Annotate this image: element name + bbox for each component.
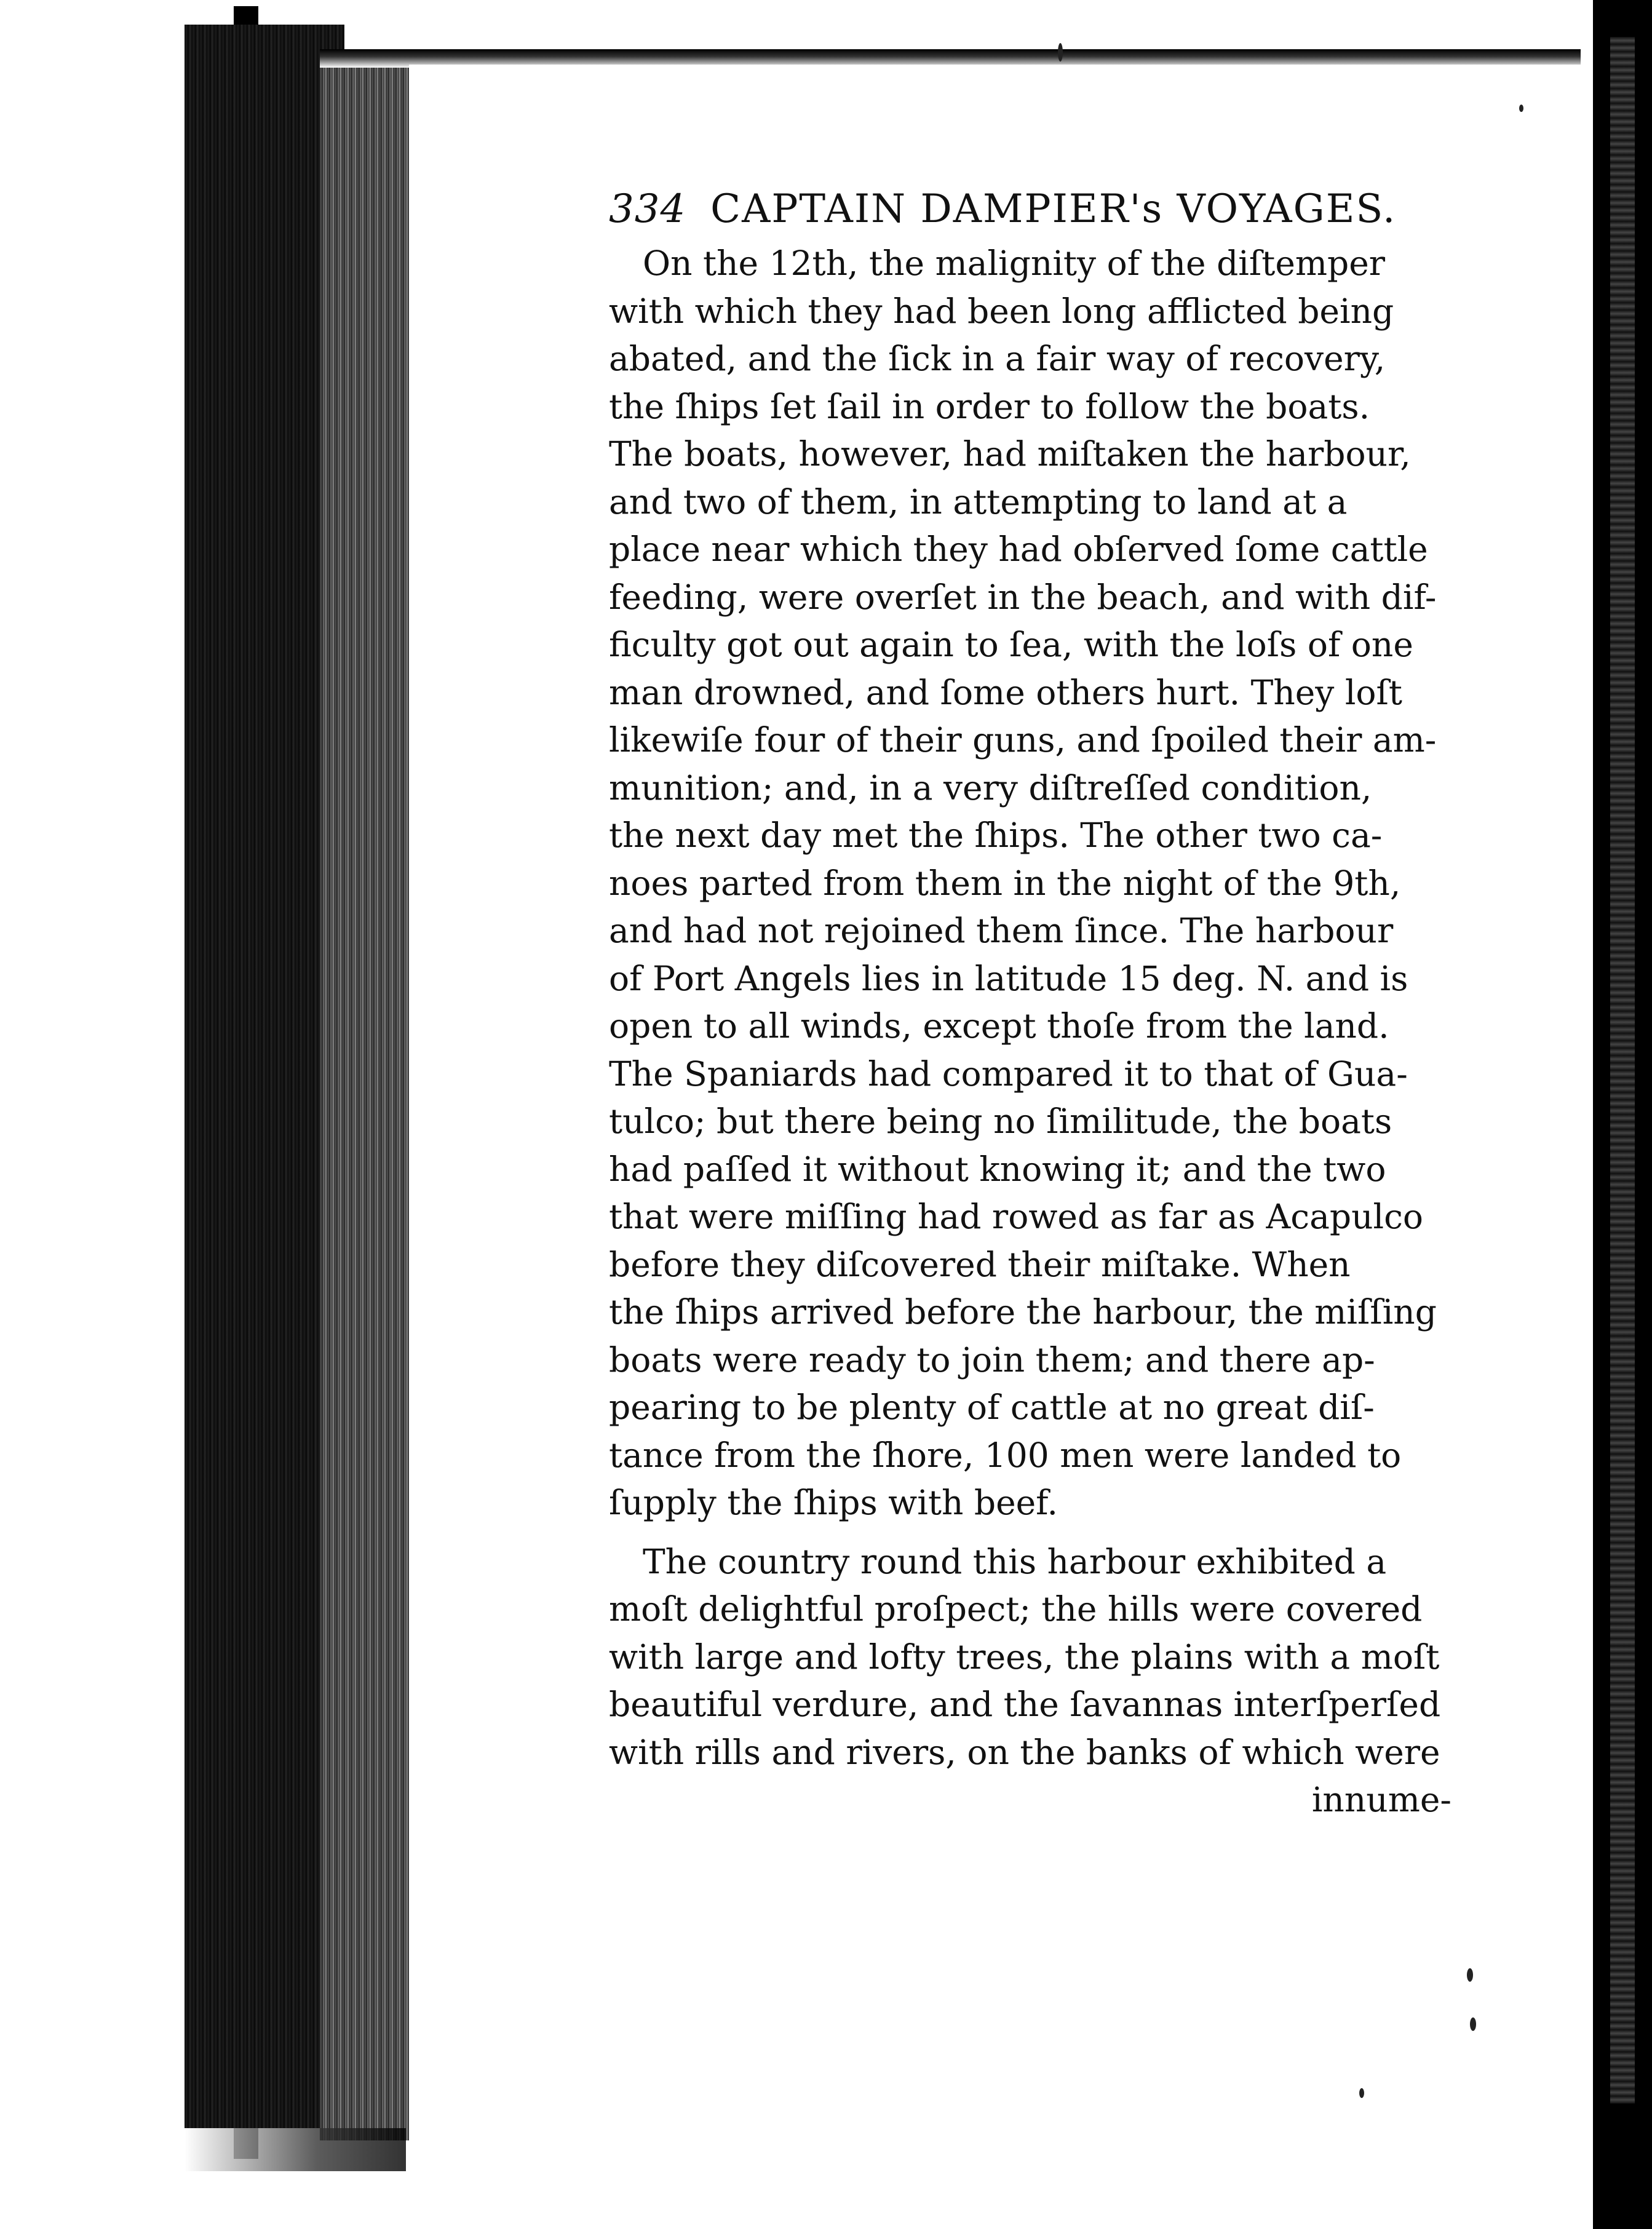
text-line: that were miſſing had rowed as far as Acapulco	[609, 1197, 1424, 1236]
text-block	[609, 185, 1470, 1824]
ink-speck	[1058, 43, 1063, 62]
page-edges	[320, 62, 409, 2140]
text-line: boats were ready to join them; and there ap-	[609, 1340, 1375, 1380]
page-number: 334	[609, 186, 686, 232]
text-line: abated, and the ſick in a fair way of recovery,	[609, 339, 1386, 378]
text-line: with large and lofty trees, the plains with a moſt	[609, 1637, 1440, 1677]
text-line: the ſhips ſet ſail in order to follow the boats.	[609, 386, 1370, 426]
text-line: with rills and rivers, on the banks of which were	[609, 1732, 1440, 1772]
text-line: beautiful verdure, and the ſavannas interſperſed	[609, 1685, 1441, 1724]
text-line: noes parted from them in the night of the 9th,	[609, 863, 1401, 903]
text-line: ficulty got out again to ſea, with the loſs of one	[609, 625, 1413, 664]
text-line: open to all winds, except thoſe from the land.	[609, 1006, 1389, 1046]
text-line: tance from the ſhore, 100 men were landed to	[609, 1435, 1402, 1475]
paragraph	[609, 240, 1470, 1527]
body-text	[609, 240, 1470, 1824]
text-line: The Spaniards had compared it to that of Gua-	[609, 1054, 1408, 1094]
text-line: the ſhips arrived before the harbour, the miſſing	[609, 1292, 1437, 1332]
text-line: ſupply the ſhips with beef.	[609, 1483, 1058, 1522]
text-line: place near which they had obſerved ſome cattle	[609, 530, 1428, 569]
text-line: The country round this harbour exhibited a	[643, 1541, 1387, 1581]
facing-page-strip	[1610, 37, 1635, 2104]
catchword-block	[609, 1776, 1470, 1824]
text-line: of Port Angels lies in latitude 15 deg. N. and is	[609, 958, 1408, 998]
paragraph	[609, 1538, 1470, 1777]
text-line: before they diſcovered their miſtake. When	[609, 1244, 1351, 1284]
ink-speck	[1470, 2017, 1476, 2031]
text-line: tulco; but there being no ſimilitude, the boats	[609, 1102, 1392, 1141]
ink-speck	[1519, 105, 1523, 112]
text-line: man drowned, and ſome others hurt. They loſt	[609, 672, 1403, 712]
text-line: had paſſed it without knowing it; and the two	[609, 1149, 1386, 1189]
running-head-title: CAPTAIN DAMPIER's VOYAGES.	[710, 186, 1397, 232]
text-line: moſt delightful proſpect; the hills were covered	[609, 1589, 1423, 1629]
ink-speck	[1359, 2088, 1364, 2098]
text-line: pearing to be plenty of cattle at no great diſ-	[609, 1388, 1375, 1427]
bottom-shadow	[185, 2128, 406, 2171]
text-line: and two of them, in attempting to land at a	[609, 482, 1348, 522]
text-line: the next day met the ſhips. The other two ca-	[609, 816, 1383, 855]
text-line: likewiſe four of their guns, and ſpoiled their am-	[609, 720, 1437, 760]
text-line: and had not rejoined them ſince. The harbour	[609, 911, 1394, 950]
text-line: munition; and, in a very diſtreſſed condition,	[609, 768, 1372, 808]
text-line: with which they had been long afflicted being	[609, 291, 1394, 331]
text-line: The boats, however, had miſtaken the harbour,	[609, 434, 1411, 474]
running-head	[609, 185, 1470, 234]
text-line: On the 12th, the malignity of the diſtemper	[643, 244, 1386, 283]
ink-speck	[1467, 1968, 1473, 1982]
catchword: innume-	[1311, 1780, 1451, 1819]
text-line: feeding, were overſet in the beach, and with dif-	[609, 577, 1437, 617]
